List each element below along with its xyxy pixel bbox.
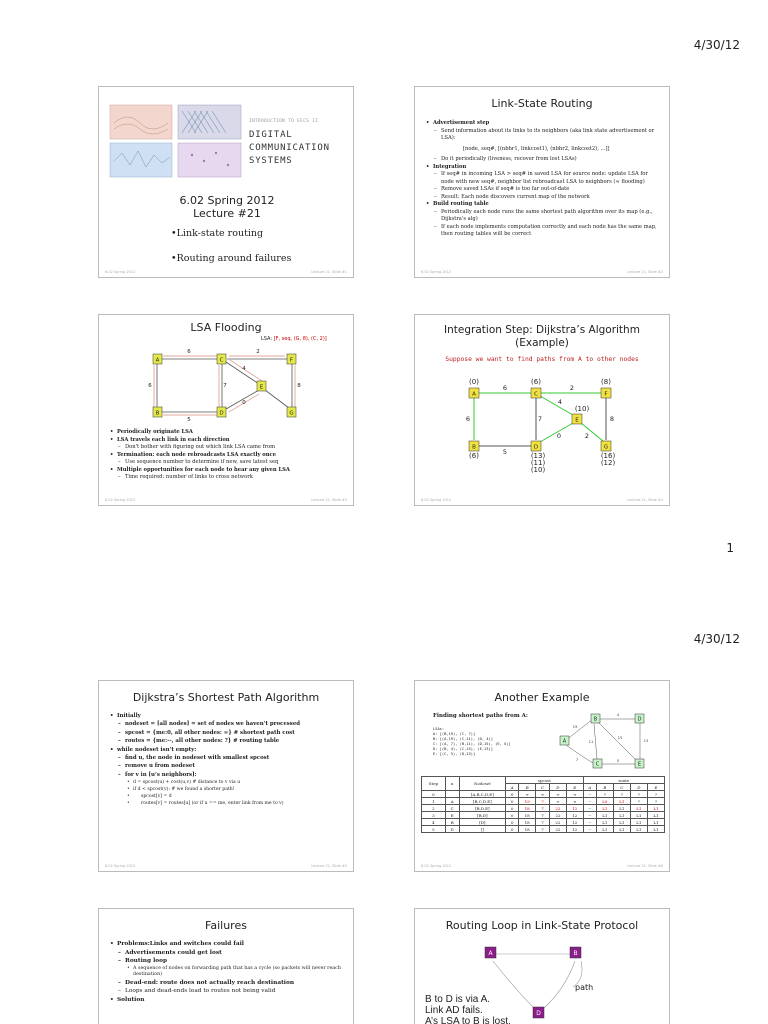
lsa-entry: C: [(A, 7), (B,11), (D,15), (E, 5)] (433, 742, 511, 746)
lecture-info (99, 194, 354, 220)
cell: 7 (536, 819, 550, 826)
cell: [D] (459, 819, 506, 826)
edge-label: 7 (223, 383, 227, 389)
bullet: • Problems:Links and switches could fail (107, 940, 345, 949)
cell: L1 (613, 819, 630, 826)
cell: C (445, 805, 459, 812)
slide-bullets (107, 429, 345, 482)
edge-label: 4 (242, 366, 246, 372)
dijkstra-table (421, 776, 665, 833)
cell: ? (647, 791, 664, 798)
page-number: 1 (726, 541, 734, 555)
dijkstra-graph (415, 315, 670, 506)
cell: 4 (422, 819, 446, 826)
table-row (422, 791, 665, 798)
bullet: • A sequence of nodes on forwarding path that has a cycle (so packets will never reach destination) (107, 966, 345, 978)
bullet: • LSA travels each link in each direction (107, 437, 345, 445)
cell: [B,D] (459, 812, 506, 819)
slide-footer (421, 270, 663, 274)
table-row (422, 805, 665, 812)
cell: 0 (506, 805, 519, 812)
bullet: – remove u from nodeset (107, 762, 345, 770)
bullet: – Result: Each node discovers current map of the network (423, 194, 661, 202)
node-label: G (603, 444, 609, 451)
slide-routing-loop (414, 908, 670, 1024)
cell: L1 (630, 812, 647, 819)
node-label: E (637, 761, 642, 768)
cell: ∞ (536, 791, 550, 798)
slide-bullets (107, 940, 345, 1005)
cost-label: (8) (601, 378, 611, 386)
cell: ? (630, 798, 647, 805)
lsa-label: LSA: (261, 336, 273, 342)
node-label: A (488, 950, 493, 957)
cell: L1 (613, 798, 630, 805)
node-label: D (637, 716, 642, 723)
bullet: – Loops and dead-ends lead to routes not being valid (107, 987, 345, 996)
cell: -- (583, 812, 596, 819)
bullet: – Routing loop (107, 957, 345, 966)
cell: L1 (630, 805, 647, 812)
footer-right: Lecture 21, Slide #6 (627, 864, 663, 868)
loop-description (425, 994, 511, 1024)
footer-left: 6.02 Spring 2012 (105, 270, 136, 274)
slide-footer (105, 270, 347, 274)
slide-link-state-routing (414, 86, 670, 278)
cell: L1 (647, 805, 664, 812)
edge-label: 2 (256, 349, 260, 355)
lsa-entry: B: [(A,19), (C,11), (D, 4)] (433, 737, 493, 741)
cell: 18 (519, 826, 536, 833)
lsa-value: [F, seq, (G, 8), (C, 2)] (273, 336, 327, 342)
cell: L1 (630, 819, 647, 826)
page-date: 4/30/12 (693, 632, 740, 646)
lsa-entry: D: [(B, 4), (C,15), (E,13)] (433, 747, 493, 751)
cost-label: (6) (531, 378, 541, 386)
cell: L1 (596, 805, 613, 812)
col-step: Step (422, 777, 446, 791)
text-line: B to D is via A. (425, 994, 491, 1005)
cell: -- (583, 791, 596, 798)
slide-title: Failures (205, 919, 247, 932)
cell: B (445, 819, 459, 826)
slide-footer (421, 498, 663, 502)
footer-left: 6.02 Spring 2012 (421, 498, 452, 502)
cell: D (445, 826, 459, 833)
course-title-line: DIGITAL (249, 130, 293, 140)
cell: ∞ (550, 798, 567, 805)
bullet: – Time required: number of links to cross network (107, 474, 345, 482)
bullet: – Periodically each node runs the same shortest path algorithm over its map (e.g., Dijkstra's alg) (423, 209, 661, 224)
cell: 19 (519, 798, 536, 805)
edge-label: 6 (502, 384, 508, 392)
col-u: u (445, 777, 459, 791)
node-label: B (593, 716, 598, 723)
lsa-entry: A: [(B,19), (C, 7)] (433, 732, 476, 736)
slide-failures (98, 908, 354, 1024)
cell: -- (583, 826, 596, 833)
cell: ? (613, 791, 630, 798)
page-date: 4/30/12 (693, 38, 740, 52)
cell: 7 (536, 826, 550, 833)
node-label: A (472, 391, 476, 398)
cell: 2 (422, 805, 446, 812)
edge-label: 15 (617, 735, 623, 740)
node-label: C (595, 761, 600, 768)
cell: 0 (506, 791, 519, 798)
cost-label: (6) (469, 452, 479, 460)
cell: 3 (422, 812, 446, 819)
bullet-text: •Routing around failures (171, 253, 292, 264)
cell: 7 (536, 798, 550, 805)
bullet: • Multiple opportunities for each node to hear any given LSA (107, 467, 345, 475)
node-label: A (155, 357, 160, 364)
cell: 12 (566, 812, 583, 819)
cost-label: (13) (530, 452, 546, 460)
footer-left: 6.02 Spring 2012 (421, 270, 452, 274)
cost-label: (11) (530, 459, 546, 467)
subheader: A (583, 784, 596, 791)
slide-bullets (107, 712, 345, 807)
slide-title: LSA Flooding (190, 321, 262, 334)
subheader: B (519, 784, 536, 791)
footer-right: Lecture 21, Slide #5 (311, 864, 347, 868)
node-label: D (219, 410, 224, 417)
edge-label: 6 (465, 415, 471, 423)
bullet: – spcost = {me:0, all other nodes: ∞} # shortest path cost (107, 729, 345, 737)
cell: 0 (422, 791, 446, 798)
course-title (249, 129, 330, 168)
cell: -- (583, 798, 596, 805)
slide-title: Dijkstra’s Shortest Path Algorithm (132, 691, 320, 704)
cost-label: (10) (574, 405, 590, 413)
node-label: D (536, 1010, 541, 1017)
bullet: • spcost[v] = d (107, 793, 345, 800)
bullet: – nodeset = [all nodes] = set of nodes we haven’t processed (107, 720, 345, 728)
cell: [A,B,C,D,E] (459, 791, 506, 798)
edge-label: 0 (556, 432, 562, 440)
slide-subtitle: Finding shortest paths from A: (433, 713, 528, 719)
lsa-format: [node, seq#, [(nbhr1, linkcost1), (nbhr2, linkcost2), ...]] (463, 145, 610, 152)
cell: L1 (613, 812, 630, 819)
node-label: B (573, 950, 578, 957)
course-title-line: COMMUNICATION (249, 143, 330, 153)
bullet: • d = spcost(u) + cost(u,v) # distance to v via u (107, 779, 345, 786)
edge-label: 4 (616, 712, 620, 717)
bullet: • while nodeset isn’t empty: (107, 746, 345, 754)
bullet: – routes = {me:--, all other nodes: ?} # routing table (107, 737, 345, 745)
cost-label: (16) (600, 452, 616, 460)
edge-label: 2 (569, 384, 575, 392)
bullet: – Dead-end: route does not actually reach destination (107, 979, 345, 988)
cell: 0 (506, 826, 519, 833)
lsa-entry: E: [(C, 5), (D,13)] (433, 752, 476, 756)
cell: ∞ (550, 791, 567, 798)
path-label: path (575, 983, 594, 992)
cell: L1 (647, 819, 664, 826)
node-label: C (219, 357, 224, 364)
edge-label: 8 (609, 415, 615, 423)
cell: 22 (550, 819, 567, 826)
cost-label: (12) (600, 459, 616, 467)
text-line: A’s LSA to B is lost. (425, 1016, 511, 1024)
cell: 18 (519, 805, 536, 812)
cell: L1 (596, 812, 613, 819)
edge-label: 6 (148, 383, 152, 389)
group-route: route (583, 777, 664, 784)
cell: 1 (422, 798, 446, 805)
edge-label: 0 (242, 400, 246, 406)
cell: L0 (596, 798, 613, 805)
cell: ? (596, 791, 613, 798)
cell (445, 791, 459, 798)
bullet: • Termination: each node rebroadcasts LSA exactly once (107, 452, 345, 460)
bullet: • Advertisement step (423, 120, 661, 128)
node-label: F (289, 357, 294, 364)
subheader: D (630, 784, 647, 791)
slide-lsa-flooding (98, 314, 354, 506)
edge-label: 19 (572, 724, 578, 729)
slide-title: Another Example (494, 691, 590, 704)
cell: 0 (506, 812, 519, 819)
footer-right: Lecture 21, Slide #2 (627, 270, 663, 274)
bullet: – Advertisements could get lost (107, 949, 345, 958)
cell: -- (583, 819, 596, 826)
cell: 18 (519, 812, 536, 819)
slide-subtitle: Suppose we want to find paths from A to other nodes (445, 356, 639, 363)
bullet: – If each node implements computation correctly and each node has the same map, then routing tables will be correct (423, 224, 661, 239)
node-label: G (289, 410, 294, 417)
edge-label: 8 (297, 383, 301, 389)
slide-title (98, 86, 354, 278)
node-label: C (534, 391, 538, 398)
bullet: • Periodically originate LSA (107, 429, 345, 437)
cell: -- (583, 805, 596, 812)
slide-bullets (423, 120, 661, 239)
footer-left: 6.02 Spring 2012 (105, 498, 136, 502)
cell: L1 (596, 819, 613, 826)
course-title-line: SYSTEMS (249, 156, 293, 166)
footer-right: Lecture 21, Slide #4 (627, 498, 663, 502)
subheader: A (506, 784, 519, 791)
footer-left: 6.02 Spring 2012 (421, 864, 452, 868)
subheader: E (566, 784, 583, 791)
slide-title: Routing Loop in Link-State Protocol (445, 919, 639, 932)
bullet: – for v in [u’s neighbors]: (107, 771, 345, 779)
edge-label: 5 (187, 417, 191, 423)
node-label: A (562, 738, 567, 745)
node-label: F (604, 391, 608, 398)
title-line: (Example) (515, 337, 569, 349)
subheader: C (536, 784, 550, 791)
cell: L1 (647, 826, 664, 833)
slide-dijkstra-example (414, 314, 670, 506)
bullet: • Solution (107, 996, 345, 1005)
subheader: E (647, 784, 664, 791)
footer-right: Lecture 21, Slide #3 (311, 498, 347, 502)
table-row (422, 826, 665, 833)
cell: [] (459, 826, 506, 833)
slide-footer (105, 498, 347, 502)
cell: A (445, 798, 459, 805)
cell: 22 (550, 812, 567, 819)
edge-label: 6 (187, 349, 191, 355)
table-row (422, 819, 665, 826)
bullet: – find u, the node in nodeset with smallest spcost (107, 754, 345, 762)
cost-label: (0) (469, 378, 479, 386)
bullet: • if d < spcost(v): # we found a shorter path! (107, 786, 345, 793)
edge-label: 7 (575, 757, 579, 762)
cell: ∞ (566, 798, 583, 805)
slide-footer (421, 864, 663, 868)
cell: 22 (550, 805, 567, 812)
edge-label: 5 (502, 448, 508, 456)
cell: 5 (422, 826, 446, 833)
bullet: • Initially (107, 712, 345, 720)
course-line: INTRODUCTION TO EECS II (249, 119, 319, 124)
cell: 0 (506, 819, 519, 826)
table-row (422, 812, 665, 819)
cell: L1 (647, 812, 664, 819)
cell: [B,C,D,E] (459, 798, 506, 805)
bullet: • Build routing table (423, 201, 661, 209)
subheader: D (550, 784, 567, 791)
edge-label: 13 (643, 738, 649, 743)
cell: 7 (536, 812, 550, 819)
col-nodeset: Nodeset (459, 777, 506, 791)
edge-label: 11 (588, 739, 594, 744)
text-line: Link AD fails. (425, 1005, 483, 1016)
course-banner-image (108, 101, 243, 181)
cell: L1 (596, 826, 613, 833)
cell: ? (647, 798, 664, 805)
bullet: – Do it periodically (liveness, recover from lost LSAs) (423, 156, 661, 164)
node-label: E (575, 417, 579, 424)
node-label: D (533, 444, 539, 451)
cell: L1 (613, 805, 630, 812)
footer-left: 6.02 Spring 2012 (105, 864, 136, 868)
cell: 12 (566, 819, 583, 826)
edge-label: 2 (584, 432, 590, 440)
node-label: B (472, 444, 476, 451)
cell: ? (630, 791, 647, 798)
table-row (422, 798, 665, 805)
lecture-line: 6.02 Spring 2012 (179, 194, 275, 207)
bullet: – Use sequence number to determine if new, save latest seq (107, 459, 345, 467)
cell: 12 (566, 826, 583, 833)
node-label: B (155, 410, 160, 417)
bullet: – Don't bother with figuring out which link LSA came from (107, 444, 345, 452)
lecture-line: Lecture #21 (193, 207, 261, 220)
slide-another-example (414, 680, 670, 872)
group-spcost: spcost (506, 777, 584, 784)
slide-dijkstra-algorithm (98, 680, 354, 872)
bullet: • Integration (423, 164, 661, 172)
table-header-row (422, 777, 665, 784)
subheader: B (596, 784, 613, 791)
lsa-header: LSAs: (433, 727, 445, 731)
bullet: • routes[v] = routes[u] (or if u == me, enter link from me to v) (107, 800, 345, 807)
edge-label: 5 (616, 758, 620, 763)
slide-title: Link-State Routing (491, 97, 593, 110)
footer-right: Lecture 21, Slide #1 (311, 270, 347, 274)
cell: E (445, 812, 459, 819)
cell: 0 (506, 798, 519, 805)
cell: 7 (536, 805, 550, 812)
subheader: C (613, 784, 630, 791)
slide-footer (105, 864, 347, 868)
node-label: E (259, 384, 264, 391)
edge-label: 7 (537, 415, 543, 423)
cell: [B,D,E] (459, 805, 506, 812)
bullet: – Remove saved LSAs if seq# is too far out-of-date (423, 186, 661, 194)
cell: L1 (613, 826, 630, 833)
title-line: Integration Step: Dijkstra’s Algorithm (444, 324, 640, 336)
edge-label: 4 (557, 398, 563, 406)
bullet: – Send information about its links to its neighbors (aka link state advertisement or LSA): (423, 128, 661, 143)
cell: L1 (630, 826, 647, 833)
bullet: – If seq# in incoming LSA > seq# in saved LSA for source node: update LSA for node with new seq#, neighbor list rebroadcast LSA to neighbors (≈ flooding) (423, 171, 661, 186)
graph-nodes (560, 714, 644, 768)
cell: 22 (550, 826, 567, 833)
cell: ∞ (519, 791, 536, 798)
cell: ∞ (566, 791, 583, 798)
cost-label: (10) (530, 466, 546, 474)
bullet-text: •Link-state routing (171, 228, 264, 239)
cell: 18 (519, 819, 536, 826)
cell: 12 (566, 805, 583, 812)
